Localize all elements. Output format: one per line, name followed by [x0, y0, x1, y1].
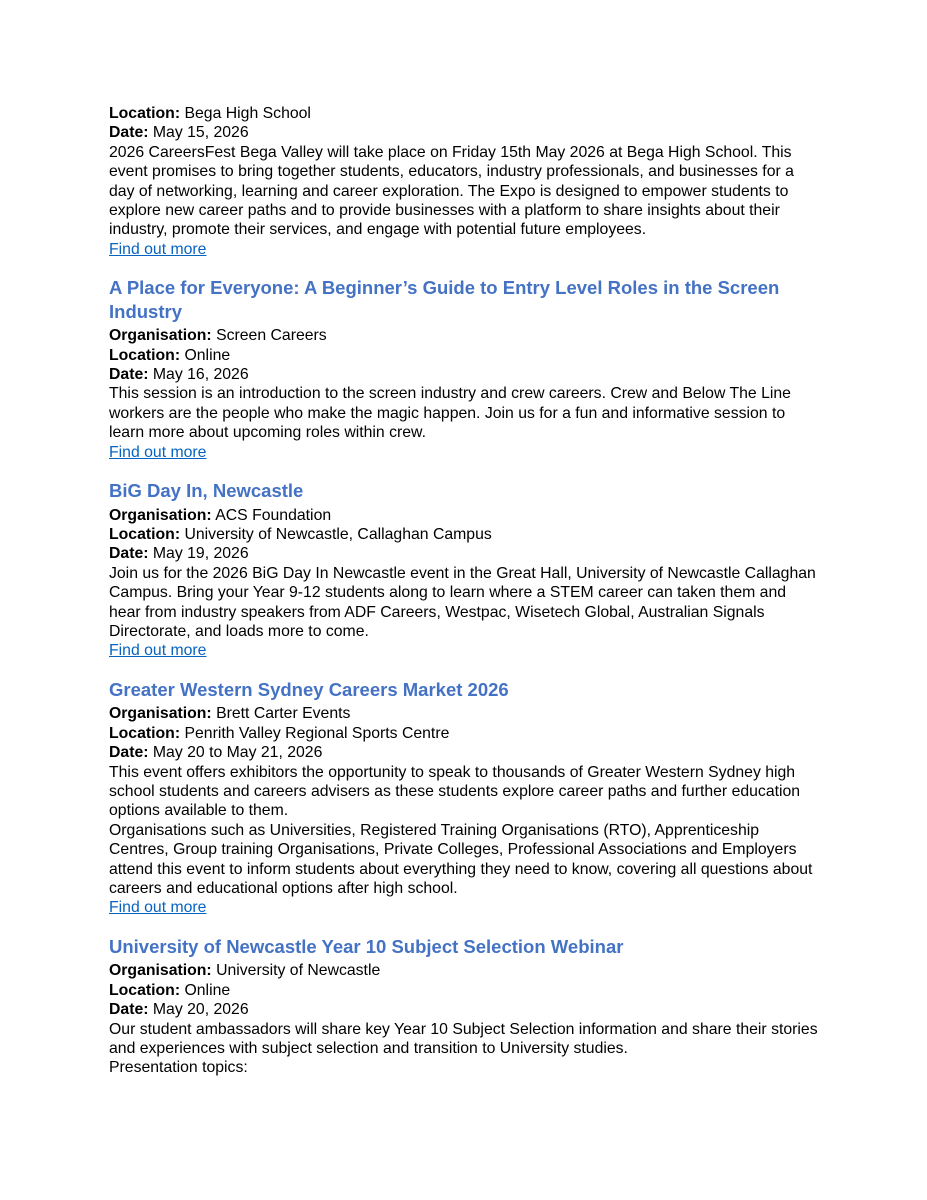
field-label: Location: — [109, 346, 181, 364]
event-description: Our student ambassadors will share key Year 10 Subject Selection information and share their stories and experiences with subject selection and transition to University studies. — [109, 1020, 818, 1057]
event-entry-screen-industry — [109, 276, 820, 462]
field-value: May 20 to May 21, 2026 — [152, 744, 323, 762]
location-field — [109, 104, 820, 123]
field-label: Date: — [109, 545, 149, 563]
location-field — [109, 346, 820, 365]
date-field — [109, 365, 820, 384]
field-value: May 15, 2026 — [152, 124, 249, 142]
event-entry-big-day-in — [109, 479, 820, 661]
field-value: May 16, 2026 — [152, 366, 249, 384]
link-line — [109, 240, 820, 259]
field-label: Organisation: — [109, 506, 212, 524]
location-field — [109, 724, 820, 743]
field-value: May 19, 2026 — [152, 545, 249, 563]
field-value: May 20, 2026 — [152, 1001, 249, 1019]
event-title: University of Newcastle Year 10 Subject Selection Webinar — [109, 935, 624, 957]
field-value: University of Newcastle — [216, 962, 381, 980]
field-label: Date: — [109, 124, 149, 142]
field-value: University of Newcastle, Callaghan Campus — [184, 526, 492, 543]
field-value: Bega High School — [184, 105, 311, 122]
event-entry-gws-careers-market — [109, 678, 820, 918]
find-out-more-link[interactable]: Find out more — [109, 240, 207, 258]
find-out-more-link[interactable]: Find out more — [109, 642, 207, 660]
date-field — [109, 743, 820, 762]
field-value: Brett Carter Events — [216, 705, 351, 723]
date-field — [109, 544, 820, 563]
field-label: Organisation: — [109, 327, 212, 345]
find-out-more-link[interactable]: Find out more — [109, 443, 207, 461]
event-title: A Place for Everyone: A Beginner’s Guide to Entry Level Roles in the Screen Industry — [109, 277, 780, 322]
date-field — [109, 123, 820, 142]
presentation-topics-label: Presentation topics: — [109, 1059, 248, 1077]
organisation-field — [109, 326, 820, 345]
event-title: Greater Western Sydney Careers Market 2026 — [109, 678, 509, 700]
event-description: Join us for the 2026 BiG Day In Newcastle event in the Great Hall, University of Newcastle Callaghan Campus. Bring your Year 9-12 students along to learn where a STEM career can taken them and hear from industry speakers from ADF Careers, Westpac, Wisetech Global, Australian Signals Directorate, and loads more to come. — [109, 564, 816, 641]
link-line — [109, 443, 820, 462]
field-value: Penrith Valley Regional Sports Centre — [184, 724, 450, 742]
field-value: ACS Foundation — [215, 506, 332, 524]
organisation-field — [109, 506, 820, 525]
event-entry-newcastle-webinar — [109, 935, 820, 1078]
field-label: Date: — [109, 1001, 149, 1019]
event-entry-careersfest-bega — [109, 104, 820, 259]
organisation-field — [109, 704, 820, 723]
event-description: Organisations such as Universities, Registered Training Organisations (RTO), Apprenticeship Centres, Group training Organisations, Private Colleges, Professional Associations and Employers attend this event to inform students about everything they need to know, covering all questions about careers and educational options after high school. — [109, 821, 813, 897]
find-out-more-link[interactable]: Find out more — [109, 899, 207, 917]
field-label: Organisation: — [109, 705, 212, 723]
field-value: Online — [184, 981, 231, 999]
field-label: Location: — [109, 526, 181, 543]
link-line — [109, 641, 820, 660]
event-title: BiG Day In, Newcastle — [109, 480, 304, 502]
location-field — [109, 981, 820, 1000]
event-description: This event offers exhibitors the opportunity to speak to thousands of Greater Western Sydney high school students and careers advisers as these students explore career paths and further education options available to them. — [109, 763, 801, 820]
field-label: Date: — [109, 366, 149, 384]
field-label: Date: — [109, 744, 149, 762]
event-description: 2026 CareersFest Bega Valley will take place on Friday 15th May 2026 at Bega High School. This event promises to bring together students, educators, industry professionals, and businesses for a day of networking, learning and career exploration. The Expo is designed to empower students to explore new career paths and to provide businesses with a platform to share insights about their industry, promote their services, and engage with potential future employees. — [109, 143, 794, 239]
organisation-field — [109, 961, 820, 980]
location-field — [109, 525, 820, 544]
event-description: This session is an introduction to the screen industry and crew careers. Crew and Below The Line workers are the people who make the magic happen. Join us for a fun and informative session to learn more about upcoming roles within crew. — [109, 385, 791, 442]
field-label: Location: — [109, 981, 181, 999]
field-label: Location: — [109, 105, 181, 122]
field-value: Screen Careers — [216, 327, 327, 345]
field-label: Location: — [109, 724, 181, 742]
link-line — [109, 898, 820, 917]
field-label: Organisation: — [109, 962, 212, 980]
date-field — [109, 1000, 820, 1019]
field-value: Online — [184, 346, 231, 364]
